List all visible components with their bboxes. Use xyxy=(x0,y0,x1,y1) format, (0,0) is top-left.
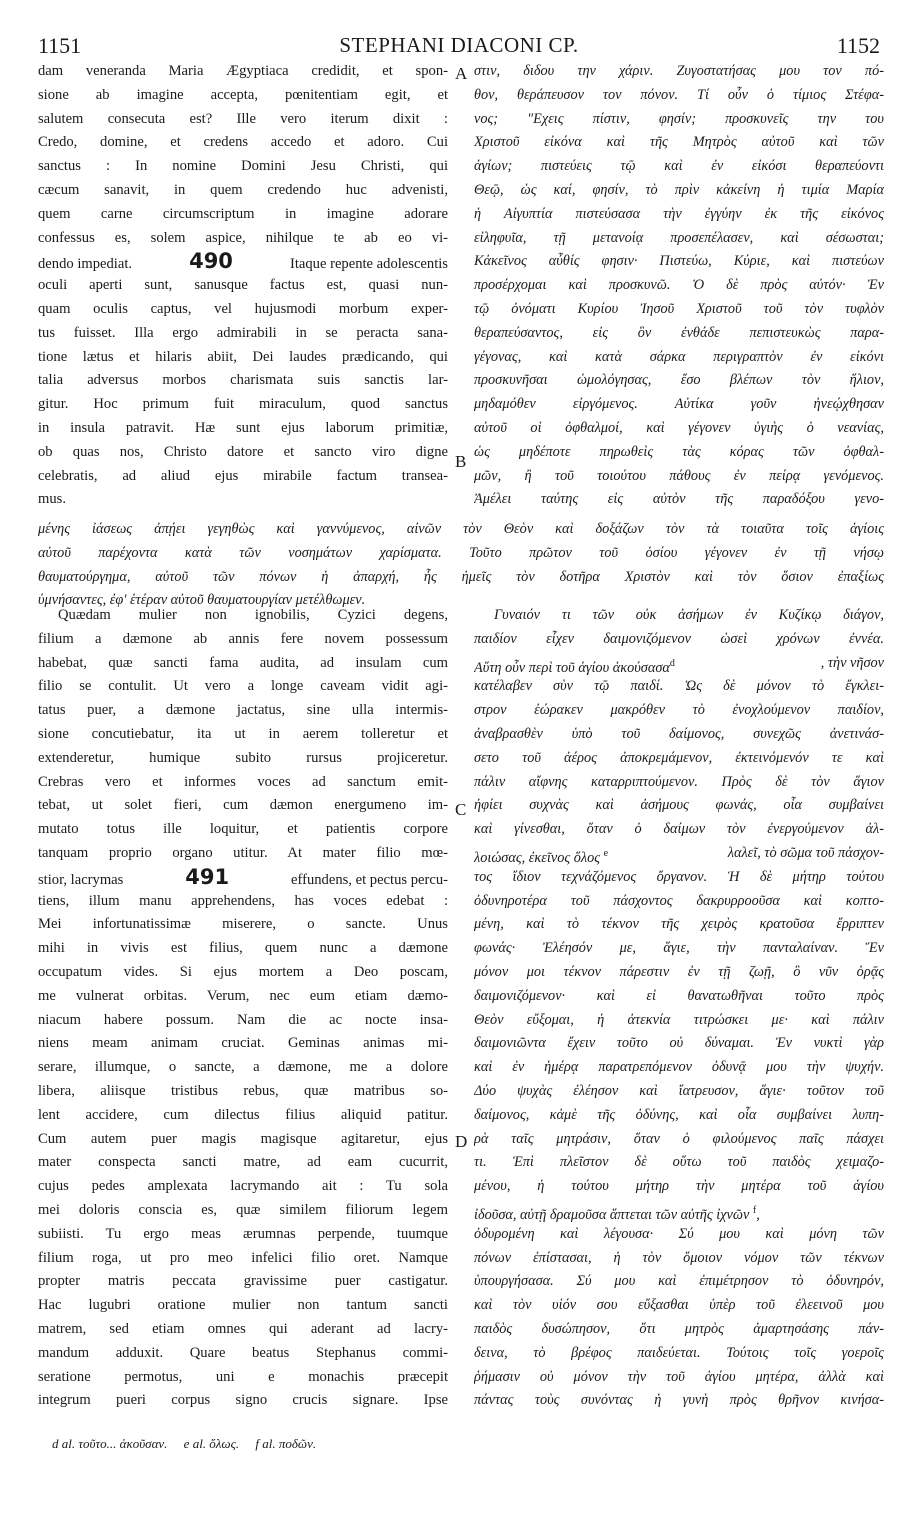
text-fragment: Itaque repente adolescentis xyxy=(289,256,448,273)
text-line: Mei infortunatissimæ miserere, o sancte. Unus xyxy=(38,916,448,933)
text-line: celebratis, ad aliud ejus mirabile factum transea- xyxy=(38,467,448,484)
text-line: πόνων ἐπίστασαι, ἡ τὸν ὅμοιον νόμον τῶν τέκνων xyxy=(474,1249,884,1266)
margin-marker-b: B xyxy=(455,452,467,471)
text-line: φωνάς· Ἐλέησόν με, ἅγιε, τὴν πανταλαίναν. Ἕν xyxy=(474,940,884,957)
text-fragment xyxy=(474,842,608,866)
text-line: filium roga, ut pro meo infelici filio oret. Namque xyxy=(38,1249,448,1266)
greek-column-upper xyxy=(474,60,884,512)
text-line: filio se contulit. Ut vero a longe caveam vidit agi- xyxy=(38,678,448,695)
margin-marker-c: C xyxy=(455,800,467,819)
text-line: ἠφίει συχνὰς καὶ ἀσήμους φωνάς, οἷα συμβαίνει xyxy=(474,797,884,814)
text-line: Quædam mulier non ignobilis, Cyzici degens, xyxy=(58,607,448,623)
text-line: Χριστοῦ εἰκόνα καὶ τῆς Μητρὸς αὐτοῦ καὶ τῶν xyxy=(474,134,884,151)
text-line: στρον ἑώρακεν μακρόθεν τὸ ἐνοχλούμενον παιδίον, xyxy=(474,702,884,719)
text-fragment: ἰδοῦσα, αὐτῇ δραμοῦσα ἅπτεται τῶν αὐτῆς ἰχνῶν xyxy=(474,1206,750,1223)
text-line: ρὰ ταῖς μητράσιν, ὅταν ὁ φιλούμενος παῖς πάσχει xyxy=(474,1130,884,1147)
text-line: στιν, διδου την χάριν. Ζυγοστατήσας μου τον πό- xyxy=(474,63,884,79)
text-fragment: Αὕτη οὖν περὶ τοῦ ἁγίου ἀκούσασα xyxy=(474,659,670,676)
text-line: ἁγίων; πιστεύεις τῷ καὶ ἐν εἰκόσι θεραπεύοντι xyxy=(474,158,884,175)
text-line: lent accidere, cum dilectus filius aliquid patitur. xyxy=(38,1106,448,1123)
text-line: Θεὸν εὔξομαι, ἡ ἀτεκνία τιτρώσκει με· καὶ πάλιν xyxy=(474,1011,884,1028)
text-fragment: dendo impediat. xyxy=(38,256,133,273)
text-line: dam veneranda Maria Ægyptiaca credidit, et spon- xyxy=(38,63,448,79)
text-fragment: , xyxy=(756,1206,760,1223)
text-line: tione lætus et hilaris abiit, Dei laudes prædicando, qui xyxy=(38,348,448,365)
text-line: θεραπεύσαντος, εἰς ὃν ἐνθάδε πεπιστευκὼς παρα- xyxy=(474,324,884,341)
text-line: δαίμονος, κἀμὲ τῆς ὀδύνης, καὶ οἷα συμβαίνει λυπη- xyxy=(474,1106,884,1123)
text-line: gitur. Hoc primum fuit miraculum, quod sanctus xyxy=(38,396,448,413)
text-line: προσκυνῆσαι ὡμολόγησας, ἔσο βλέπων τὸν ἥλιον, xyxy=(474,372,884,389)
text-line: sanctus : In nomine Domini Jesu Christi, qui xyxy=(38,158,448,175)
text-line: σετο τοῦ ἀέρος ἀποκρεμάμενον, ἐκτεινόμενόν τε καὶ xyxy=(474,749,884,766)
text-line: serare, illumque, o sancte, a dæmone, me a dolore xyxy=(38,1059,448,1076)
text-line: ὀδυρομένη καὶ λέγουσα· Σύ μου καὶ μόνη τῶν xyxy=(474,1225,884,1242)
text-line: mei doloris conscia es, quæ similem filiorum legem xyxy=(38,1201,448,1218)
text-line: εἰληφυῖα, τῇ μετανοίᾳ προσεπέλασεν, καὶ σέσωσται; xyxy=(474,229,884,246)
text-line: γέγονας, καὶ κατὰ σάρκα περιγραπτὸν ἐν εἰκόνι xyxy=(474,348,884,365)
text-line: tatus puer, a dæmone jactatus, sine ulla intermis- xyxy=(38,702,448,719)
greek-column-lower xyxy=(474,604,884,1413)
text-line: oculi aperti sunt, sanusque factus est, quasi nun- xyxy=(38,277,448,294)
text-line: καὶ ἐν ἡμέρᾳ παρατρεπόμενον ὀδυνᾷ μου τὴν ψυχήν. xyxy=(474,1059,884,1076)
text-line: confessus es, solem aspice, nihilque te ab eo vi- xyxy=(38,229,448,246)
text-line: ob quas nos, Christo datore et sancto viro digne xyxy=(38,443,448,460)
text-line: me vulnerat orbitas. Verum, nec eum etiam dæmo- xyxy=(38,987,448,1004)
text-line: quem carne circumscriptum in imagine adorare xyxy=(38,205,448,222)
note-ref-d: d xyxy=(669,657,675,669)
text-line: cæcum sanavit, in quem credendo huc advenisti, xyxy=(38,181,448,198)
running-title: STEPHANI DIACONI CP. xyxy=(339,33,579,57)
text-line: δαιμονιῶντα ἔχειν τοῦτο οὐ δύναμαι. Ἐν νυκτὶ γὰρ xyxy=(474,1035,884,1052)
footnotes xyxy=(52,1436,316,1452)
text-line: Κἀκεῖνος αὖθίς φησιν· Πιστεύω, Κύριε, καὶ πιστεύων xyxy=(474,253,884,270)
edition-page-number: 490 xyxy=(189,250,233,274)
text-line-with-note xyxy=(474,652,884,676)
text-line: μένου, ἡ τούτου μήτηρ τὴν μητέρα τοῦ ἁγίου xyxy=(474,1178,884,1195)
footnote-e: e al. ὅλως. xyxy=(183,1436,240,1451)
text-fragment: , τὴν νῆσον xyxy=(820,654,884,671)
text-line: ἡ Αἰγυπτία πιστεύσασα τὴν ἐγγύην ἐκ τῆς εἰκόνος xyxy=(474,205,884,222)
right-page-number: 1152 xyxy=(836,33,880,58)
text-fragment: λαλεῖ, τὸ σῶμα τοῦ πάσχον- xyxy=(727,844,884,861)
text-line: μῶν, ἢ τοῦ τοιούτου πάθους ἐν πείρᾳ γενόμενος. xyxy=(474,467,884,484)
text-line: δεινα, τὸ βρέφος παιδεύεται. Τούτοις τοῖς γοεροῖς xyxy=(474,1344,884,1361)
text-line: δαιμονιζόμενον· καὶ εἰ θανατωθῆναι τοῦτο πρὸς xyxy=(474,987,884,1004)
text-line: μηδαμόθεν εἰργόμενος. Αὐτίκα γοῦν ἠνεῴχθησαν xyxy=(474,396,884,413)
text-line: μόνον μοι τέκνον πάρεστιν ἐν τῇ ζωῇ, ὃ νῦν ὁρᾷς xyxy=(474,963,884,980)
text-line: quam oculis captus, vel hujusmodi morbum exper- xyxy=(38,300,448,317)
text-line: sione concutiebatur, ita ut in aerem tolleretur et xyxy=(38,725,448,742)
text-line: ῥήμασιν οὐ μόνον τὴν τοῦ ἁγίου μητέρα, ἀλλὰ καὶ xyxy=(474,1368,884,1385)
text-line: Θεῷ, ὡς καί, φησίν, τὸ πρὶν κἀκείνη ἡ τιμία Μαρία xyxy=(474,181,884,198)
left-page-number: 1151 xyxy=(38,33,82,58)
text-line: θον, θεράπευσον τον πόνον. Τί οὖν ὁ τίμιος Στέφα- xyxy=(474,86,884,103)
text-line: μένης ἰάσεως ἀπῄει γεγηθὼς καὶ γαννύμενος, αἰνῶν τὸν Θεὸν καὶ δοξάζων τὸν τὰ τοιαῦτα τοῖς ἁγίοις xyxy=(38,521,884,537)
text-fragment: effundens, et pectus percu- xyxy=(291,871,448,888)
text-line: filium a dæmone ab annis fere novem possessum xyxy=(38,630,448,647)
text-line: niacum habere possum. Nam die ac nocte insa- xyxy=(38,1011,448,1028)
footnote-d: d al. τοῦτο... ἀκοῦσαν. xyxy=(52,1436,168,1451)
text-line: niens meam animam cruciat. Geminas animas mi- xyxy=(38,1035,448,1052)
text-line-with-page-number xyxy=(38,250,448,274)
margin-marker-d: D xyxy=(455,1132,468,1151)
edition-page-number: 491 xyxy=(185,865,230,889)
text-line: καὶ τὸν υἱόν σου εὔξασθαι ὑπὲρ τοῦ ἐλεεινοῦ μου xyxy=(474,1297,884,1314)
text-line: Crebras vero et informes voces ad sanctum emit- xyxy=(38,773,448,790)
text-line: seratione permotus, uni e monachis præcepit xyxy=(38,1368,448,1385)
text-line: matrem, sed etiam omnes qui aderant ad lacry- xyxy=(38,1320,448,1337)
text-line: ἀναβρασθὲν ὑπὸ τοῦ δαίμονος, συνεχῶς ἀνετινάσ- xyxy=(474,725,884,742)
text-line: Credo, domine, et credens accedo et adoro. Cui xyxy=(38,134,448,151)
text-line: subiisti. Tu ergo meas ærumnas perpende, tuumque xyxy=(38,1225,448,1242)
text-line-with-page-number xyxy=(38,866,448,890)
text-line: πάντας τοὺς συνόντας ἡ γυνὴ πρὸς θρῆνον κινήσα- xyxy=(474,1392,884,1409)
text-line: Ἀμέλει ταύτης εἰς αὐτὸν τῆς παραδόξου γενο- xyxy=(474,491,884,508)
text-line: αὐτοῦ οἱ ὀφθαλμοί, καὶ γέγονεν ὑγιὴς ὁ νεανίας, xyxy=(474,419,884,436)
note-ref-e: e xyxy=(603,847,609,859)
text-line: habebat, quæ sancti fama audita, ad insulam cum xyxy=(38,654,448,671)
text-line: in insula patravit. Hæ sunt ejus laborum primitiæ, xyxy=(38,419,448,436)
text-line: talia adversus morbos charismata suis sanctis lar- xyxy=(38,372,448,389)
text-line: cujus pedes amplexata lacrymando ait : Tu sola xyxy=(38,1178,448,1195)
latin-column-lower xyxy=(38,604,448,1413)
text-line: propter matris peccata gravissime puer castigatur. xyxy=(38,1273,448,1290)
text-line: ὑπουργήσασα. Σύ μου καὶ ἐπιμέτρησον τὸ ὀδυνηρόν, xyxy=(474,1273,884,1290)
footnote-f: f al. ποδῶν. xyxy=(255,1436,317,1451)
page-header xyxy=(38,33,880,61)
margin-marker-a: A xyxy=(455,64,468,83)
text-fragment: stior, lacrymas xyxy=(38,871,124,888)
latin-column-upper xyxy=(38,60,448,512)
text-line: tebat, ut solet fieri, cum dæmon energumeno im- xyxy=(38,797,448,814)
text-line: μένη, καὶ τὸ τέκνον τῆς χειρὸς κρατοῦσα ἔρριπτεν xyxy=(474,916,884,933)
text-line: Δύο ψυχὰς ἐλέησον καὶ ἴατρευσον, ἅγιε· τοῦτον τοῦ xyxy=(474,1082,884,1099)
text-fragment xyxy=(474,652,675,676)
text-line: κατέλαβεν σὺν τῷ παιδί. Ὡς δὲ μόνον τὸ ἔγκλει- xyxy=(474,678,884,695)
text-line: ὑμνήσαντες, ἐφ' ἑτέραν αὐτοῦ θαυματουργίαν μετέλθωμεν. xyxy=(38,592,366,609)
text-line: tiens, illum manu apprehendens, has voces edebat : xyxy=(38,892,448,909)
text-line: ὀδυνηροτέρα τοῦ πάσχοντος δακρυρροοῦσα καὶ κοπτο- xyxy=(474,892,884,909)
text-line: προσέρχομαι καὶ προσκυνῶ. Ὁ δὲ πρὸς αὐτόν· Ἐν xyxy=(474,277,884,294)
text-line: Cum autem puer magis magisque agitaretur, ejus xyxy=(38,1130,448,1147)
text-line: Γυναιόν τι τῶν οὐκ ἀσήμων ἐν Κυζίκῳ διάγον, xyxy=(494,607,884,623)
text-line: sione ab imagine accepta, pœnitentiam egit, et xyxy=(38,86,448,103)
text-line: ὡς μηδέποτε πηρωθεὶς τὰς κόρας τῶν ὀφθαλ- xyxy=(474,443,884,460)
greek-full-width-block xyxy=(38,518,884,613)
text-line: θαυματούργημα, αὐτοῦ τῶν πόνων ἡ ἀπαρχή, ἧς ἡμεῖς τὸν δοτῆρα Χριστὸν καὶ τὸν ὅσιον ἐπαξίως xyxy=(38,568,884,585)
text-line: tus fuisset. Illa ergo admirabili in se peracta sana- xyxy=(38,324,448,341)
text-line: πάλιν αἴφνης καταρριπτούμενον. Πρὸς δὲ τὸν ἅγιον xyxy=(474,773,884,790)
text-line: τος ἴδιον τεχνάζόμενος ὄργανον. Ἡ δὲ μήτηρ τούτου xyxy=(474,868,884,885)
text-line: Hac lugubri oratione mulier non tantum sancti xyxy=(38,1297,448,1314)
text-line: mus. xyxy=(38,491,66,508)
text-line: τῷ ὀνόματι Κυρίου Ἰησοῦ Χριστοῦ τοῦ τὸν τυφλὸν xyxy=(474,300,884,317)
text-line: salutem consecuta est? Ille vero iterum dixit : xyxy=(38,110,448,127)
text-line: καὶ γίνεσθαι, ὅταν ὁ δαίμων τὸν ἐνεργούμενον ἀλ- xyxy=(474,821,884,838)
text-line: τι. Ἐπὶ πλεῖστον δὲ οὕτω τοῦ παιδὸς χειμαζο- xyxy=(474,1154,884,1171)
text-line: αὐτοῦ παρέχοντα κατὰ τῶν νοσημάτων χαρίσματα. Τοῦτο πρῶτον τοῦ ὁσίου γέγονεν ἐν τῇ νήσῳ xyxy=(38,544,884,561)
text-line: integrum pueri corpus signo crucis signare. Ipse xyxy=(38,1392,448,1409)
text-line: tanquam proprio organo utitur. At mater filio mœ- xyxy=(38,844,448,861)
text-line: παιδὸς δυσώπησον, ὅτι μητρὸς ἁμαρτησάσης πάν- xyxy=(474,1320,884,1337)
text-line: παιδίον εἶχεν δαιμονιζόμενον ὡσεὶ χρόνων ἐννέα. xyxy=(474,630,884,647)
text-line: mutato totus ille loquitur, et patientis corpore xyxy=(38,821,448,838)
text-line: libera, aliisque tristibus rebus, quæ matribus so- xyxy=(38,1082,448,1099)
note-ref-f: f xyxy=(752,1204,757,1216)
text-line-with-note xyxy=(474,842,884,866)
text-line: mihi in vivis est filius, quem nunc a dæmone xyxy=(38,940,448,957)
text-line-with-note xyxy=(474,1199,884,1223)
text-line: mater conspecta sancti matre, ad eam cucurrit, xyxy=(38,1154,448,1171)
text-line: mandum adduxit. Quare beatus Stephanus commi- xyxy=(38,1344,448,1361)
text-fragment: λοιώσας, ἐκεῖνος ὅλος xyxy=(474,849,601,866)
text-line: extenderetur, humique subito rursus projiceretur. xyxy=(38,749,448,766)
text-line: νος; "Εχεις πίστιν, φησίν; προσκυνεῖς την του xyxy=(474,110,884,127)
text-line: occupatum vides. Si ejus mortem a Deo poscam, xyxy=(38,963,448,980)
